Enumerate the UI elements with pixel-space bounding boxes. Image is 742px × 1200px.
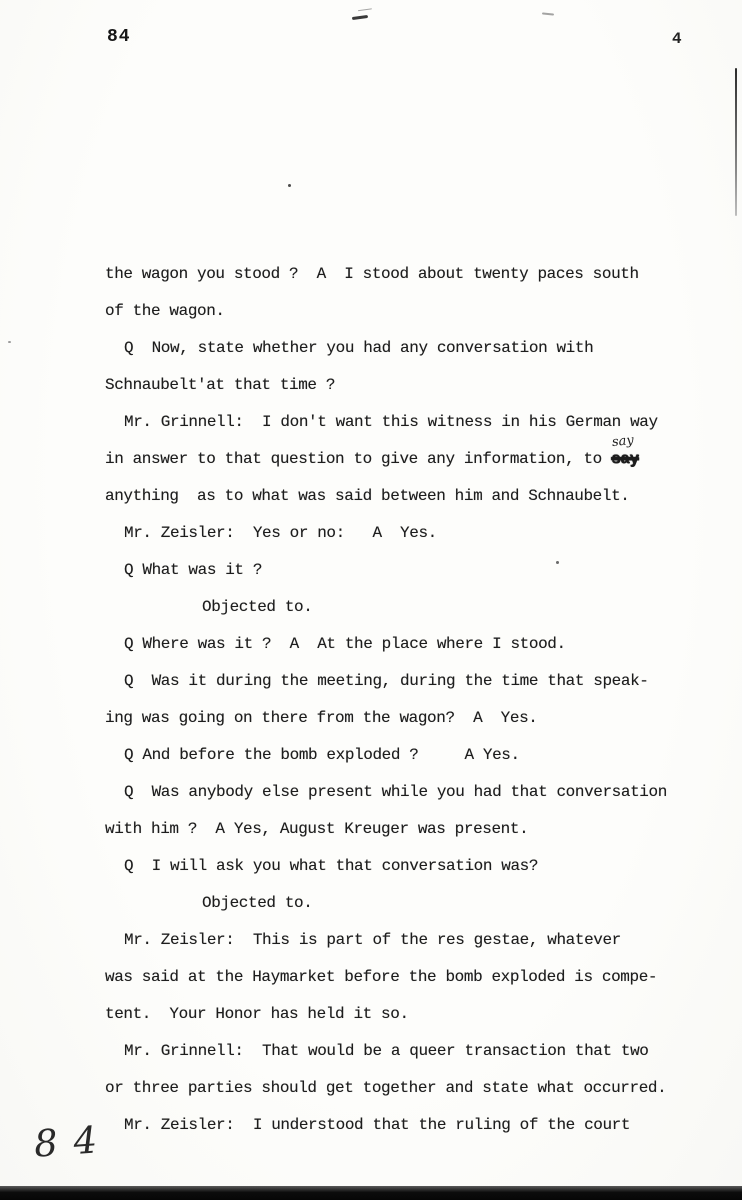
transcript-line — [105, 700, 705, 737]
transcript-line-text: Objected to. — [202, 894, 313, 912]
right-edge-pen-line — [735, 68, 737, 216]
struck-out-word: say say — [611, 432, 639, 468]
transcript-line — [105, 552, 705, 589]
transcript-line — [105, 959, 705, 996]
bottom-scan-band — [0, 1186, 742, 1200]
transcript-line — [105, 848, 705, 885]
transcript-line-text: Mr. Zeisler: Yes or no: A Yes. — [124, 524, 437, 542]
handwritten-correction: say — [611, 432, 635, 451]
transcript-line — [105, 1107, 705, 1144]
transcript-line-text: Q And before the bomb exploded ? A Yes. — [124, 746, 520, 764]
scan-speck — [288, 184, 291, 187]
transcript-line-text: the wagon you stood ? A I stood about twenty paces south — [105, 265, 639, 283]
transcript-line — [105, 774, 705, 811]
transcript-line-text: Q I will ask you what that conversation was? — [124, 857, 539, 875]
transcript-line — [105, 885, 705, 922]
transcript-line — [105, 330, 705, 367]
transcript-line — [105, 1070, 705, 1107]
transcript-line-text: Q What was it ? — [124, 561, 263, 579]
scan-speck — [8, 341, 11, 343]
transcript-line — [105, 996, 705, 1033]
transcript-line — [105, 1033, 705, 1070]
transcript-line — [105, 811, 705, 848]
transcript-line-text: of the wagon. — [105, 302, 225, 320]
transcript-line — [105, 293, 705, 330]
transcript-line — [105, 367, 705, 404]
transcript-line-text: in answer to that question to give any information, to — [105, 450, 612, 468]
transcript-line — [105, 737, 705, 774]
transcript-line — [105, 626, 705, 663]
typed-page-number-right: 4 — [672, 30, 682, 48]
transcript-line — [105, 478, 705, 515]
transcript-line — [105, 663, 705, 700]
transcript-line-text: Mr. Grinnell: That would be a queer transaction that two — [124, 1042, 649, 1060]
transcript-line-text: Schnaubelt'at that time ? — [105, 376, 336, 394]
transcript-body — [105, 256, 705, 1144]
scan-smudge-top-center — [352, 15, 368, 20]
typed-page-number-left: 84 — [107, 27, 131, 47]
transcript-line-text: Mr. Zeisler: I understood that the ruling of the court — [124, 1116, 631, 1134]
transcript-line-text: Q Where was it ? A At the place where I stood. — [124, 635, 566, 653]
transcript-line-text: anything as to what was said between him and Schnaubelt. — [105, 487, 630, 505]
scan-smudge-top-right — [542, 12, 554, 15]
transcript-line-text: Q Now, state whether you had any conversation with — [124, 339, 594, 357]
transcript-line-text: Mr. Zeisler: This is part of the res gestae, whatever — [124, 931, 621, 949]
transcript-line-text: Q Was it during the meeting, during the time that speak- — [124, 672, 649, 690]
transcript-line-text: was said at the Haymarket before the bomb exploded is compe- — [105, 968, 658, 986]
transcript-line-text: tent. Your Honor has held it so. — [105, 1005, 409, 1023]
transcript-line-text: ing was going on there from the wagon? A Yes. — [105, 709, 538, 727]
transcript-line — [105, 256, 705, 293]
handwritten-page-number: 84 — [32, 1117, 115, 1166]
transcript-line-text: with him ? A Yes, August Kreuger was present. — [105, 820, 529, 838]
transcript-line — [105, 922, 705, 959]
transcript-line-text: or three parties should get together and state what occurred. — [105, 1079, 667, 1097]
transcript-line — [105, 589, 705, 626]
transcript-line — [105, 432, 705, 478]
transcript-line-text: Q Was anybody else present while you had that conversation — [124, 783, 667, 801]
transcript-line — [105, 515, 705, 552]
transcript-line-text: Mr. Grinnell: I don't want this witness in his German way — [124, 413, 658, 431]
transcript-line-text: Objected to. — [202, 598, 313, 616]
